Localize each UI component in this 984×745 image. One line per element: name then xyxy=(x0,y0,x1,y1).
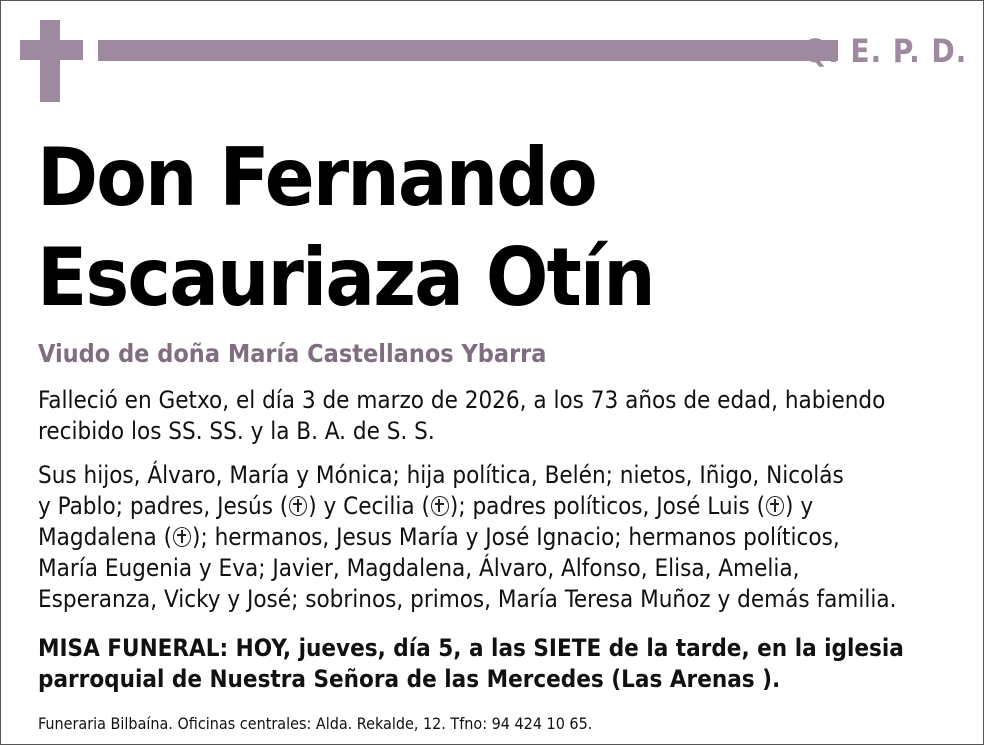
family-line-1: Sus hijos, Álvaro, María y Mónica; hija política, Belén; nietos, Iñigo, Nicolás xyxy=(38,461,844,489)
family-line-3b: ); hermanos, Jesus María y José Ignacio; hermanos políticos, xyxy=(192,523,840,551)
death-line-1: Falleció en Getxo, el día 3 de marzo de 2026, a los 73 años de edad, habiendo xyxy=(38,386,886,414)
family-line-3a: Magdalena ( xyxy=(38,523,173,551)
deceased-name xyxy=(37,128,708,328)
funeral-line-2: parroquial de Nuestra Señora de las Mercedes (Las Arenas ). xyxy=(38,665,781,693)
family-line-3 xyxy=(38,522,943,553)
family-line-5: Esperanza, Vicky y José; sobrinos, primos, María Teresa Muñoz y demás familia. xyxy=(38,585,897,613)
latin-cross-icon xyxy=(20,20,83,102)
qepd-label: Q. E. P. D. xyxy=(803,32,967,70)
circled-cross-icon xyxy=(173,527,191,547)
death-paragraph xyxy=(38,385,943,447)
circled-cross-icon xyxy=(431,496,449,516)
family-line-2b: ) y Cecilia ( xyxy=(308,492,430,520)
family-paragraph xyxy=(38,460,943,615)
header-rule xyxy=(98,40,838,61)
family-line-2 xyxy=(38,491,943,522)
funeral-paragraph xyxy=(38,633,943,695)
family-line-2d: ) y xyxy=(785,492,814,520)
name-line-1: Don Fernando xyxy=(37,131,596,224)
funeral-home-footer: Funeraria Bilbaína. Oficinas centrales: Alda. Rekalde, 12. Tfno: 94 424 10 65. xyxy=(38,714,593,733)
family-line-2a: y Pablo; padres, Jesús ( xyxy=(38,492,289,520)
widower-subtitle: Viudo de doña María Castellanos Ybarra xyxy=(38,339,547,368)
name-line-2: Escauriaza Otín xyxy=(37,231,654,324)
funeral-line-1: MISA FUNERAL: HOY, jueves, día 5, a las SIETE de la tarde, en la iglesia xyxy=(38,634,904,662)
death-line-2: recibido los SS. SS. y la B. A. de S. S. xyxy=(38,417,435,445)
circled-cross-icon xyxy=(289,496,307,516)
family-line-2c: ); padres políticos, José Luis ( xyxy=(449,492,766,520)
family-line-4: María Eugenia y Eva; Javier, Magdalena, Álvaro, Alfonso, Elisa, Amelia, xyxy=(38,554,800,582)
circled-cross-icon xyxy=(766,496,784,516)
